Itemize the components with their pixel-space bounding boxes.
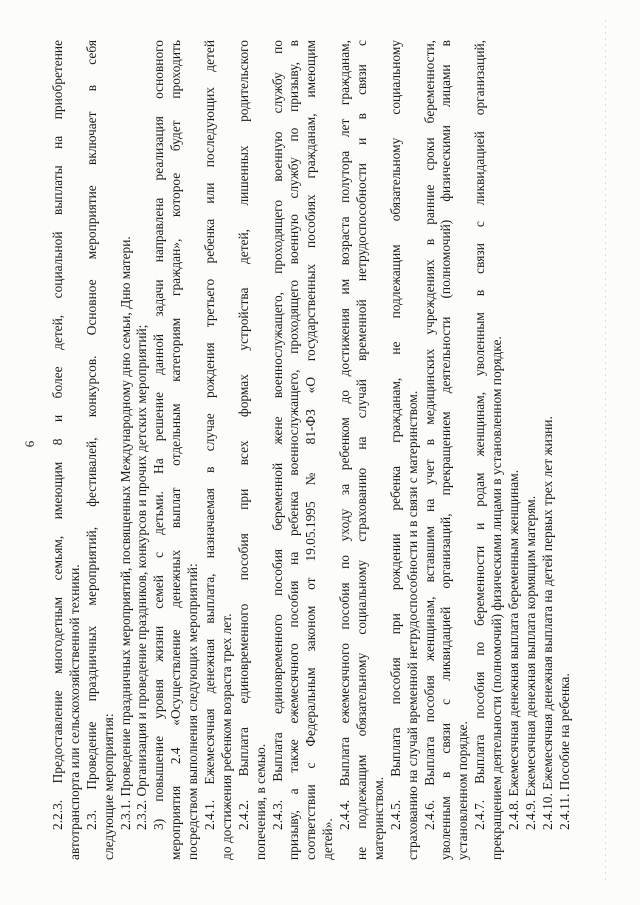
text-line: 2.4.1. Ежемесячная денежная выплата, назначаемая в случае рождения третьего ребенка или последующих детей (202, 40, 218, 830)
text-line: посредством выполнения следующих мероприятий: (185, 563, 201, 860)
text-line: прекращением деятельности (полномочий) физическими лицами в установленном порядке. (489, 336, 505, 860)
text-line: 2.4.4. Выплата ежемесячного пособия по уходу за ребенком до достижения им возраста полутора лет гражданам, (337, 40, 353, 830)
document-body (50, 40, 574, 860)
text-line: 3) повышение уровня жизни семей с детьми. На решение данной задачи направлена реализация основного (151, 40, 167, 830)
page-number: 6 (22, 440, 37, 448)
text-line: 2.4.9. Ежемесячная денежная выплата кормящим матерям. (522, 495, 538, 830)
text-line: 2.4.5. Выплата пособия при рождении ребенка гражданам, не подлежащим обязательному социальному (387, 40, 403, 830)
text-line: 2.2.3. Предоставление многодетным семьям, имеющим 8 и более детей, социальной выплаты на приобретение (50, 40, 65, 830)
text-line: до достижения ребенком возраста трех лет. (218, 613, 234, 860)
text-line: детей». (320, 818, 336, 860)
text-line: не подлежащим обязательному социальному страхованию на случай временной нетрудоспособности и в связи с (354, 40, 370, 860)
scan-edge-mark (605, 20, 606, 880)
text-line: уволенным в связи с ликвидацией организаций, прекращением деятельности (полномочий) физическими лицами в (438, 40, 454, 860)
text-line: 2.4.3. Выплата единовременного пособия беременной жене военнослужащего, проходящего военную службу по (269, 40, 285, 830)
text-line: автотранспорта или сельскохозяйственной техники. (66, 564, 82, 860)
text-line: 2.4.2. Выплата единовременного пособия при всех формах устройства детей, лишенных родительского (235, 40, 251, 830)
text-line: 2.4.8. Ежемесячная денежная выплата беременным женщинам. (506, 469, 522, 830)
text-line: страхованию на случай временной нетрудоспособности и в связи с материнством. (404, 390, 420, 860)
text-line: 2.4.10. Ежемесячная денежная выплата на детей первых трех лет жизни. (539, 416, 555, 830)
text-line: 2.3.2. Организация и проведение праздников, конкурсов и прочих детских мероприятий; (134, 324, 150, 830)
text-line: 2.3. Проведение праздничных мероприятий, фестивалей, конкурсов. Основное мероприятие включает в себя (83, 40, 99, 830)
text-line: 2.4.6. Выплата пособия женщинам, вставшим на учет в медицинских учреждениях в ранние сроки беременности, (421, 40, 437, 830)
text-line: соответствии с Федеральным законом от 19.05.1995 № 81-ФЗ «О государственных пособиях гражданам, имеющим (303, 40, 319, 860)
text-line: 2.4.7. Выплата пособия по беременности и родам женщинам, уволенным в связи с ликвидацией организаций, (472, 40, 488, 830)
text-line: следующие мероприятия: (100, 713, 116, 860)
text-line: материнством. (370, 776, 386, 860)
text-line: 2.4.11. Пособие на ребенка. (556, 673, 572, 830)
text-line: попечения, в семью. (252, 743, 268, 860)
text-line: мероприятия 2.4 «Осуществление денежных выплат отдельным категориям граждан», которое будет проходить (168, 40, 184, 860)
text-line: 2.3.1. Проведение праздничных мероприятий, посвященных Международному дню семьи, Дню матери. (117, 236, 133, 830)
text-line: призыву, а также ежемесячного пособия на ребенка военнослужащего, проходящего военную службу по призыву, в (286, 40, 302, 860)
text-line: установленном порядке. (455, 721, 471, 860)
